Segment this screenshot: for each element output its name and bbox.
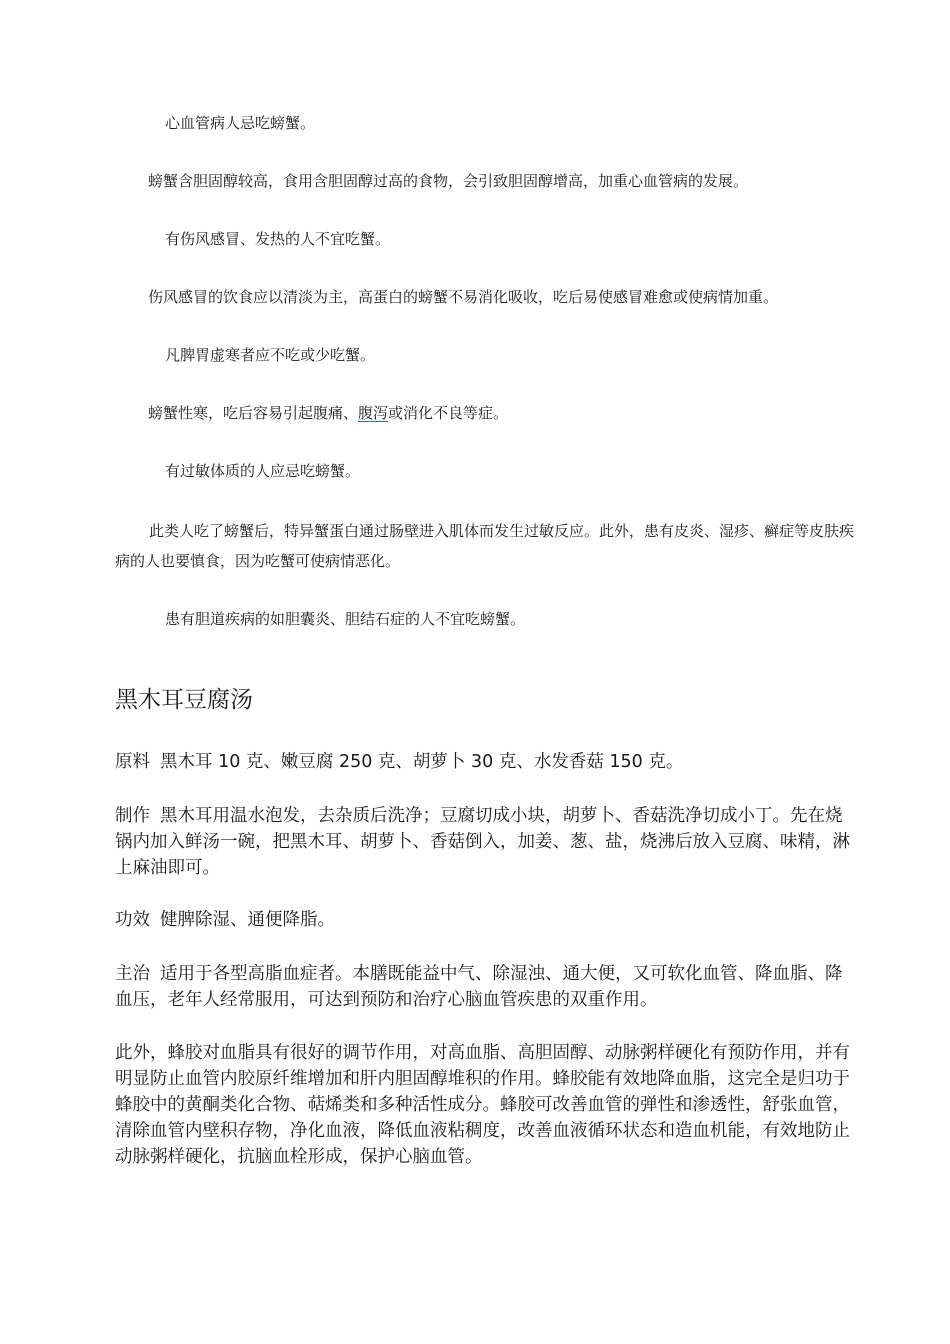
paragraph-heart-disease: 心血管病人忌吃螃蟹。	[165, 114, 316, 132]
method-label: 制作	[115, 806, 150, 826]
ingredients-text: 黑木耳 10 克、嫩豆腐 250 克、胡萝卜 30 克、水发香菇 150 克。	[160, 752, 684, 772]
paragraph-allergy: 有过敏体质的人应忌吃螃蟹。	[165, 462, 361, 480]
paragraph-spleen-stomach: 凡脾胃虚寒者应不吃或少吃蟹。	[165, 346, 376, 364]
propolis-paragraph: 此外，蜂胶对血脂具有很好的调节作用，对高血脂、高胆固醇、动脉粥样硬化有预防作用，并有明显防止血管内胶原纤维增加和肝内胆固醇堆积的作用。蜂胶能有效地降血脂，这完全是归功于蜂胶中的黄酮类化合物、萜烯类和多种活性成分。蜂胶可改善血管的弹性和渗透性，舒张血管，清除血管内壁积存物，净化血液，降低血液粘稠度，改善血液循环状态和造血机能，有效地防止动脉粥样硬化，抗脑血栓形成，保护心脑血管。	[115, 1043, 850, 1167]
method-text: 黑木耳用温水泡发，去杂质后洗净；豆腐切成小块，胡萝卜、香菇洗净切成小丁。先在烧锅内加入鲜汤一碗，把黑木耳、胡萝卜、香菇倒入，加姜、葱、盐，烧沸后放入豆腐、味精，淋上麻油即可。	[115, 806, 850, 878]
recipe-ingredients	[115, 749, 857, 775]
recipe-indication	[115, 961, 857, 1013]
paragraph-cold-nature-text-b: 或消化不良等症。	[388, 404, 509, 422]
ingredients-label: 原料	[115, 752, 150, 772]
effect-text: 健脾除湿、通便降脂。	[160, 910, 335, 930]
indication-label: 主治	[115, 964, 150, 984]
recipe-method	[115, 803, 857, 881]
effect-label: 功效	[115, 910, 150, 930]
recipe-title: 黑木耳豆腐汤	[115, 687, 253, 713]
paragraph-cholesterol: 螃蟹含胆固醇较高，食用含胆固醇过高的食物，会引致胆固醇增高，加重心血管病的发展。	[148, 172, 749, 190]
diarrhea-link[interactable]: 腹泻	[358, 404, 389, 422]
paragraph-gallbladder: 患有胆道疾病的如胆囊炎、胆结石症的人不宜吃螃蟹。	[165, 610, 526, 628]
recipe-effect	[115, 907, 857, 933]
paragraph-cold-diet: 伤风感冒的饮食应以清淡为主，高蛋白的螃蟹不易消化吸收，吃后易使感冒难愈或使病情加重。	[148, 288, 779, 306]
paragraph-cold-nature-text-a: 螃蟹性寒，吃后容易引起腹痛、	[148, 404, 359, 422]
paragraph-allergy-detail: 此类人吃了螃蟹后，特异蟹蛋白通过肠壁进入肌体而发生过敏反应。此外，患有皮炎、湿疹、癣症等皮肤疾病的人也要慎食，因为吃蟹可使病情恶化。	[115, 522, 855, 570]
paragraph-cold-fever: 有伤风感冒、发热的人不宜吃蟹。	[165, 230, 391, 248]
indication-text: 适用于各型高脂血症者。本膳既能益中气、除湿浊、通大便，又可软化血管、降血脂、降血压，老年人经常服用，可达到预防和治疗心脑血管疾患的双重作用。	[115, 964, 843, 1010]
paragraph-cold-nature	[148, 398, 508, 428]
